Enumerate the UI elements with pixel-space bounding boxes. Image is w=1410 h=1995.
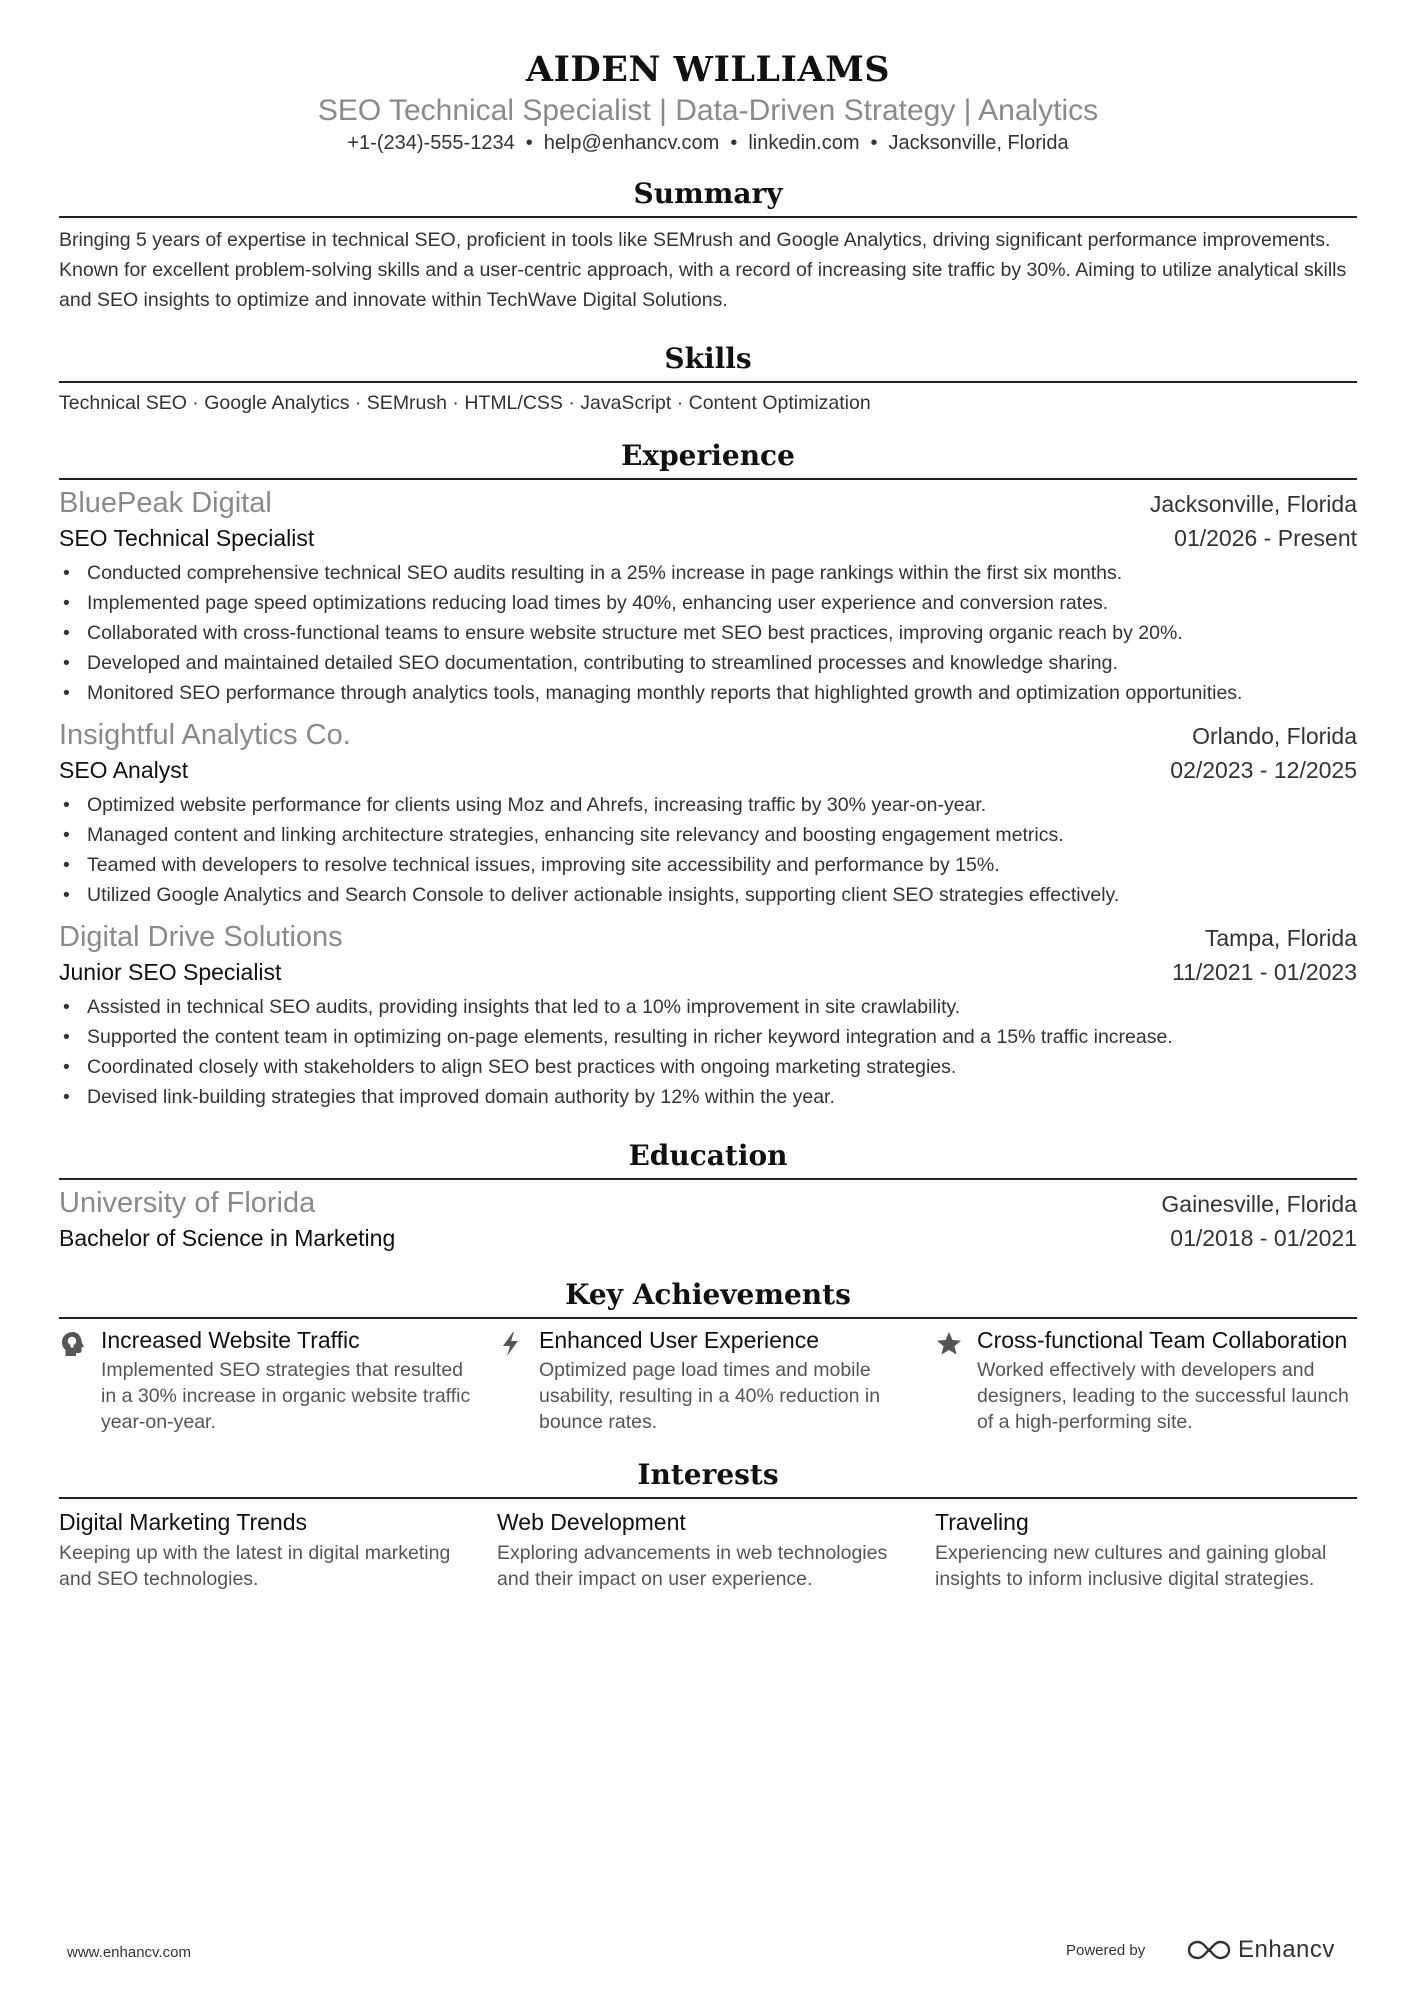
job-bullet: • Assisted in technical SEO audits, providing insights that led to a 10% improvement in site crawlability. <box>59 992 1357 1022</box>
job-bullet: • Developed and maintained detailed SEO documentation, contributing to streamlined processes and knowledge sharing. <box>59 648 1357 678</box>
achievement-item <box>497 1326 919 1435</box>
section-title-education: Education <box>628 1139 788 1172</box>
job-bullets <box>59 992 1357 1112</box>
interest-title: Web Development <box>497 1509 686 1535</box>
separator-dot: • <box>730 132 738 154</box>
interest-item <box>59 1506 481 1592</box>
section-title-achievements: Key Achievements <box>565 1278 851 1311</box>
page-footer <box>0 1936 1410 1970</box>
skills-section <box>59 341 1357 418</box>
job-dates: 02/2023 - 12/2025 <box>1170 757 1357 783</box>
candidate-headline: SEO Technical Specialist | Data-Driven Strategy | Analytics <box>317 94 1099 127</box>
section-divider <box>59 478 1357 480</box>
interest-description: Experiencing new cultures and gaining global insights to inform inclusive digital strategies. <box>935 1542 1327 1590</box>
company-name: Insightful Analytics Co. <box>59 719 351 751</box>
star-icon <box>935 1326 977 1435</box>
section-divider <box>59 1497 1357 1499</box>
school-location: Gainesville, Florida <box>1161 1191 1357 1217</box>
enhancv-brand-name: Enhancv <box>1238 1936 1335 1963</box>
job-bullet: • Teamed with developers to resolve technical issues, improving site accessibility and performance by 15%. <box>59 850 1357 880</box>
education-section <box>59 1138 1357 1255</box>
achievement-item <box>59 1326 481 1435</box>
job-entry <box>59 717 1357 910</box>
section-divider <box>59 1317 1357 1319</box>
job-bullet: • Utilized Google Analytics and Search Console to deliver actionable insights, supporting client SEO strategies effectively. <box>59 880 1357 910</box>
job-dates: 01/2026 - Present <box>1174 525 1357 551</box>
job-bullet: • Collaborated with cross-functional teams to ensure website structure met SEO best practices, improving organic reach by 20%. <box>59 618 1357 648</box>
summary-section <box>59 176 1357 315</box>
achievement-description: Optimized page load times and mobile usability, resulting in a 40% reduction in bounce rates. <box>539 1359 881 1433</box>
interest-title: Digital Marketing Trends <box>59 1509 307 1535</box>
phone: +1-(234)-555-1234 <box>347 132 515 154</box>
linkedin-link[interactable]: linkedin.com <box>748 132 860 154</box>
infinity-logo-icon <box>1186 1937 1232 1963</box>
separator-dot: • <box>525 132 533 154</box>
interest-item <box>497 1506 919 1592</box>
candidate-name: AIDEN WILLIAMS <box>525 49 891 90</box>
section-divider <box>59 381 1357 383</box>
job-bullet: • Monitored SEO performance through analytics tools, managing monthly reports that highlighted growth and optimization opportunities. <box>59 678 1357 708</box>
achievement-description: Worked effectively with developers and designers, leading to the successful launch of a high-performing site. <box>977 1359 1349 1433</box>
section-title-interests: Interests <box>637 1458 779 1491</box>
resume-header <box>59 48 1357 156</box>
company-name: Digital Drive Solutions <box>59 921 343 953</box>
interest-description: Keeping up with the latest in digital marketing and SEO technologies. <box>59 1542 451 1590</box>
job-bullet: • Coordinated closely with stakeholders to align SEO best practices with ongoing marketing strategies. <box>59 1052 1357 1082</box>
job-location: Tampa, Florida <box>1204 925 1357 951</box>
powered-by-label: Powered by <box>1066 1942 1146 1959</box>
section-divider <box>59 1178 1357 1180</box>
contact-line <box>59 130 1357 156</box>
summary-text: Bringing 5 years of expertise in technical SEO, proficient in tools like SEMrush and Google Analytics, driving significant performance improvements. Known for excellent problem-solving skills and a user-centric approach, with a record of increasing site traffic by 30%. Aiming to utilize analytical skills and SEO insights to optimize and innovate within TechWave Digital Solutions. <box>59 229 1347 311</box>
interests-section <box>59 1457 1357 1592</box>
company-name: BluePeak Digital <box>59 487 272 519</box>
job-bullet: • Conducted comprehensive technical SEO audits resulting in a 25% increase in page rankings within the first six months. <box>59 558 1357 588</box>
lightbulb-head-icon <box>59 1326 101 1435</box>
job-title: SEO Analyst <box>59 757 189 783</box>
section-title-experience: Experience <box>621 439 795 472</box>
resume-page <box>59 48 1357 1592</box>
job-entry <box>59 919 1357 1112</box>
footer-website-link[interactable]: www.enhancv.com <box>67 1944 191 1961</box>
achievement-title: Cross-functional Team Collaboration <box>977 1327 1348 1353</box>
job-dates: 11/2021 - 01/2023 <box>1171 959 1357 985</box>
job-entry <box>59 485 1357 708</box>
achievement-title: Increased Website Traffic <box>101 1327 360 1353</box>
email-link[interactable]: help@enhancv.com <box>543 132 720 154</box>
achievement-description: Implemented SEO strategies that resulted in a 30% increase in organic website traffic year-on-year. <box>101 1359 471 1433</box>
interest-item <box>935 1506 1357 1592</box>
education-dates: 01/2018 - 01/2021 <box>1170 1225 1357 1251</box>
location: Jacksonville, Florida <box>888 132 1069 154</box>
job-bullets <box>59 790 1357 910</box>
separator-dot: • <box>870 132 878 154</box>
degree: Bachelor of Science in Marketing <box>59 1225 396 1251</box>
achievement-title: Enhanced User Experience <box>539 1327 819 1353</box>
section-divider <box>59 216 1357 218</box>
school-name: University of Florida <box>59 1187 316 1219</box>
job-bullet: • Optimized website performance for clients using Moz and Ahrefs, increasing traffic by 30% year-on-year. <box>59 790 1357 820</box>
achievement-item <box>935 1326 1357 1435</box>
job-title: SEO Technical Specialist <box>59 525 315 551</box>
interest-title: Traveling <box>935 1509 1029 1535</box>
job-bullet: • Devised link-building strategies that improved domain authority by 12% within the year. <box>59 1082 1357 1112</box>
job-title: Junior SEO Specialist <box>59 959 282 985</box>
job-bullet: • Implemented page speed optimizations reducing load times by 40%, enhancing user experience and conversion rates. <box>59 588 1357 618</box>
skills-list: Technical SEO · Google Analytics · SEMrush · HTML/CSS · JavaScript · Content Optimization <box>59 392 871 414</box>
section-title-skills: Skills <box>664 342 752 375</box>
interest-description: Exploring advancements in web technologies and their impact on user experience. <box>497 1542 888 1590</box>
job-location: Orlando, Florida <box>1192 723 1357 749</box>
job-location: Jacksonville, Florida <box>1149 491 1357 517</box>
enhancv-logo[interactable] <box>1186 1936 1335 1964</box>
section-title-summary: Summary <box>633 177 783 210</box>
achievements-section <box>59 1277 1357 1435</box>
job-bullet: • Managed content and linking architecture strategies, enhancing site relevancy and boosting engagement metrics. <box>59 820 1357 850</box>
lightning-bolt-icon <box>497 1326 539 1435</box>
job-bullet: • Supported the content team in optimizing on-page elements, resulting in richer keyword integration and a 15% traffic increase. <box>59 1022 1357 1052</box>
experience-section <box>59 438 1357 1112</box>
job-bullets <box>59 558 1357 708</box>
education-entry <box>59 1185 1357 1255</box>
